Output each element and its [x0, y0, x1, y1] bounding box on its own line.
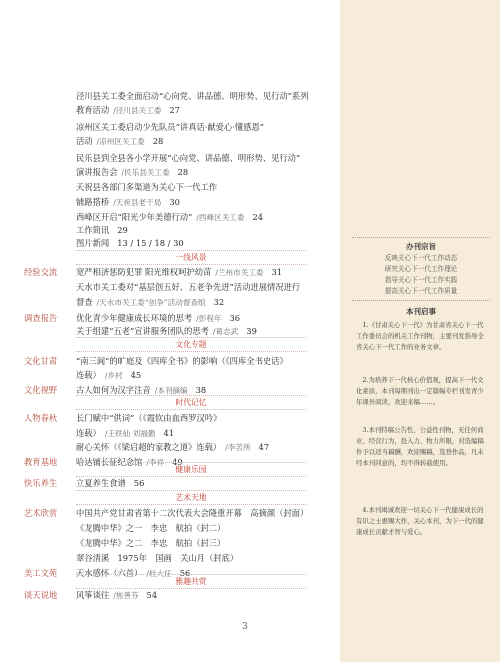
- entry-title: 关于组建“五老”宣讲服务团队的思考: [76, 326, 209, 336]
- entry-page: 45: [130, 370, 142, 380]
- purpose-title: 办刊宗旨: [406, 242, 436, 251]
- entry-title: 铺路搭桥: [76, 197, 110, 207]
- entry-author: /焦善芬: [113, 591, 139, 600]
- toc-entry[interactable]: [76, 369, 141, 382]
- entry-author: /天水市关工委“创争”活动督查组: [96, 298, 206, 307]
- entry-title: 演讲报告会: [76, 167, 118, 177]
- section-category: 谈天说地: [24, 590, 58, 600]
- toc-entry[interactable]: [76, 427, 174, 440]
- notice-paragraph: 1.《甘肃关心下一代》为甘肃省关心下一代工作委员会的机关工作刊物，主要刊发指导全省关心下一代工作的业务文章。: [356, 321, 484, 351]
- toc-entry[interactable]: [76, 537, 225, 549]
- entry-page: 32: [213, 297, 225, 307]
- entry-author: /民乐县关工委: [121, 168, 170, 177]
- entry-author: /本刊摘编: [154, 386, 188, 395]
- entry-title: 图片新闻: [76, 238, 110, 248]
- section-rule: [76, 574, 306, 575]
- notice-title: 本刊启事: [406, 307, 436, 316]
- toc-entry[interactable]: [76, 412, 221, 424]
- entry-page: 28: [152, 136, 164, 146]
- toc-entry[interactable]: [76, 589, 157, 602]
- entry-title: 督查: [76, 297, 93, 307]
- purpose-line: 提高关心下一代工作质量: [384, 287, 458, 295]
- toc-entry[interactable]: [76, 552, 238, 564]
- entry-title: 天水感怀（六首）: [76, 568, 143, 578]
- toc-entry[interactable]: [76, 211, 263, 224]
- entry-title: 工作简讯: [76, 225, 110, 235]
- entry-author: /彭程年: [196, 314, 222, 323]
- section-category: 经验交流: [24, 267, 58, 277]
- entry-page: 41: [163, 428, 175, 438]
- entry-page: 30: [169, 197, 180, 207]
- notice-paragraph: 4.本刊竭诚欢迎一切关心下一代健康成长的有识之士惠赐大作，关心本刊，为下一代的健康成长贡献才智与爱心。: [356, 506, 484, 536]
- entry-title: 天祝县各部门多渠道为关心下一代工作: [76, 182, 218, 192]
- notice-paragraph: 2.为培养下一代核心价值观，提高下一代文化素质，本刊每期刊出一定篇幅专栏刊发青少年课外阅读，欢迎来稿……。: [356, 376, 484, 406]
- notice-paragraph: 3.本刊特稿公告性、公益性刊物，无任何商业、经营行为，投入力、物力所限，对选编稿件予以适当稿酬，欢迎赐稿，选登作品，凡未经本刊同意的，均不得转载使用。: [356, 426, 484, 467]
- toc-entry[interactable]: [76, 196, 180, 209]
- entry-page: 28: [177, 167, 189, 177]
- entry-title: 天水市关工委对“基层创五好、五老争先进”活动进展情况进行: [76, 282, 301, 292]
- toc-entry[interactable]: [76, 90, 309, 102]
- toc-entry[interactable]: [76, 522, 225, 534]
- toc-entry[interactable]: [76, 281, 300, 293]
- toc-entry[interactable]: [76, 266, 282, 279]
- purpose-line: 研究关心下一代工作理论: [384, 265, 458, 273]
- toc-entry[interactable]: [76, 441, 269, 454]
- entry-title: 古人如何为汉字注音: [76, 385, 151, 395]
- section-category: 人物春秋: [24, 413, 58, 423]
- toc-entry[interactable]: [76, 477, 144, 489]
- entry-title: 连载）: [76, 428, 101, 438]
- entry-page: 29: [117, 225, 128, 235]
- toc-entry[interactable]: [76, 135, 163, 148]
- entry-title: 活动: [76, 136, 93, 146]
- toc-entry[interactable]: [76, 507, 308, 519]
- entry-title: 翠谷清溪 1975年 国画 关山月（封底）: [76, 553, 239, 563]
- entry-author: /杜大任: [146, 569, 172, 578]
- section-rule: [76, 504, 306, 505]
- entry-author: /李祥: [146, 458, 165, 467]
- section-category: 艺术欣赏: [24, 508, 58, 518]
- section-rule: [76, 476, 306, 477]
- section-category: 文化甘肃: [24, 356, 58, 366]
- entry-author: /泾川县关工委: [113, 106, 162, 115]
- section-header: 文化专题: [175, 340, 207, 349]
- toc-entry[interactable]: [76, 121, 264, 133]
- section-header: 雅趣共赏: [175, 577, 207, 586]
- purpose-line: 指导关心下一代工作实践: [384, 276, 458, 284]
- entry-page: 38: [195, 385, 207, 395]
- purpose-line: 反映关心下一代工作动态: [384, 254, 458, 262]
- section-category: 教育基地: [24, 457, 58, 467]
- entry-title: 凉州区关工委启动少先队员“讲真话·献爱心·懂感恩”: [76, 122, 264, 132]
- section-category: 快乐养生: [24, 478, 58, 488]
- toc-entry[interactable]: [76, 152, 300, 164]
- entry-page: 24: [252, 212, 264, 222]
- entry-title: 风筝谈往: [76, 590, 110, 600]
- entry-title: 《龙腾中华》之二 李忠 航拍（封三）: [76, 538, 226, 548]
- entry-author: /李苦所: [225, 443, 251, 452]
- sidebar-divider: [352, 300, 490, 301]
- entry-page: 31: [271, 267, 283, 277]
- section-category: 文化视野: [24, 385, 58, 395]
- toc-entry[interactable]: [76, 104, 180, 117]
- entry-title: 立夏养生食谱: [76, 478, 126, 488]
- entry-title: 连载）: [76, 370, 101, 380]
- entry-author: /兰州市关工委: [215, 268, 264, 277]
- entry-title: 《龙腾中华》之一 李忠 航拍（封二）: [76, 523, 226, 533]
- section-header: 艺术天地: [175, 493, 207, 502]
- entry-page: 56: [133, 478, 145, 488]
- entry-title: 宽严相济惩防犯罪 阳光维权呵护幼苗: [76, 267, 212, 277]
- entry-author: /葛志武: [212, 327, 239, 336]
- section-category: 调查报告: [24, 313, 58, 323]
- section-rule: [76, 250, 306, 251]
- section-rule: [76, 351, 306, 352]
- entry-page: 49: [172, 457, 183, 467]
- entry-page: 36: [229, 313, 241, 323]
- entry-page: 39: [246, 326, 257, 336]
- section-rule: [76, 409, 306, 410]
- section-rule: [76, 337, 306, 338]
- entry-title: 耐心关怀（《梁启超的家教之道》连载）: [76, 442, 222, 452]
- section-rule: [76, 462, 306, 463]
- toc-entry[interactable]: [76, 166, 188, 179]
- toc-entry[interactable]: [76, 355, 288, 367]
- entry-page: 13 / 15 / 18 / 30: [117, 238, 184, 248]
- entry-page: 47: [258, 442, 270, 452]
- entry-title: 泾川县关工委全面启动“心向党、讲品德、明形势、见行动”系列: [76, 91, 309, 101]
- toc-entry[interactable]: [76, 296, 224, 309]
- toc-entry[interactable]: [76, 224, 128, 236]
- entry-author: /天祝县老干局: [113, 198, 162, 207]
- section-rule: [76, 588, 306, 589]
- section-rule: [76, 395, 306, 396]
- entry-title: 民乐县到全县各小学开展“心向党、讲品德、明形势、见行动”: [76, 153, 301, 163]
- entry-title: 长门赋中“供词”（《霞钦由血西罗汉吟》: [76, 413, 222, 423]
- entry-title: “南三阆”的旷庭及《四库全书》的影响（《四库全书史话》: [76, 356, 288, 366]
- section-header: 健康乐园: [175, 465, 207, 474]
- entry-title: 优化青少年健康成长环境的思考: [76, 313, 193, 323]
- entry-page: 54: [146, 590, 158, 600]
- toc-entry[interactable]: [76, 312, 240, 325]
- entry-author: /乡村: [104, 371, 123, 380]
- section-header: 时代记忆: [175, 398, 207, 407]
- section-rule: [76, 264, 306, 265]
- entry-title: 中国共产党甘肃省第十二次代表大会隆重开幕 高摘颜（封面）: [76, 508, 309, 518]
- entry-title: 哈达铺长征纪念馆: [76, 457, 143, 467]
- section-rule: [76, 490, 306, 491]
- section-header: 一线风景: [175, 253, 207, 262]
- entry-title: 教育活动: [76, 105, 110, 115]
- toc-entry[interactable]: [76, 181, 217, 193]
- sidebar-divider: [352, 237, 490, 238]
- entry-page: 56: [179, 568, 191, 578]
- section-category: 美工文苑: [24, 568, 58, 578]
- entry-author: /凉州区关工委: [96, 137, 145, 146]
- entry-author: /西峰区关工委: [196, 213, 245, 222]
- entry-author: /王铁仙 刘福勤: [104, 429, 156, 438]
- page-number: 3: [242, 622, 248, 632]
- entry-title: 西峰区开启“阳光少年美德行动”: [76, 212, 193, 222]
- entry-page: 27: [169, 105, 180, 115]
- toc-entry[interactable]: [76, 237, 184, 249]
